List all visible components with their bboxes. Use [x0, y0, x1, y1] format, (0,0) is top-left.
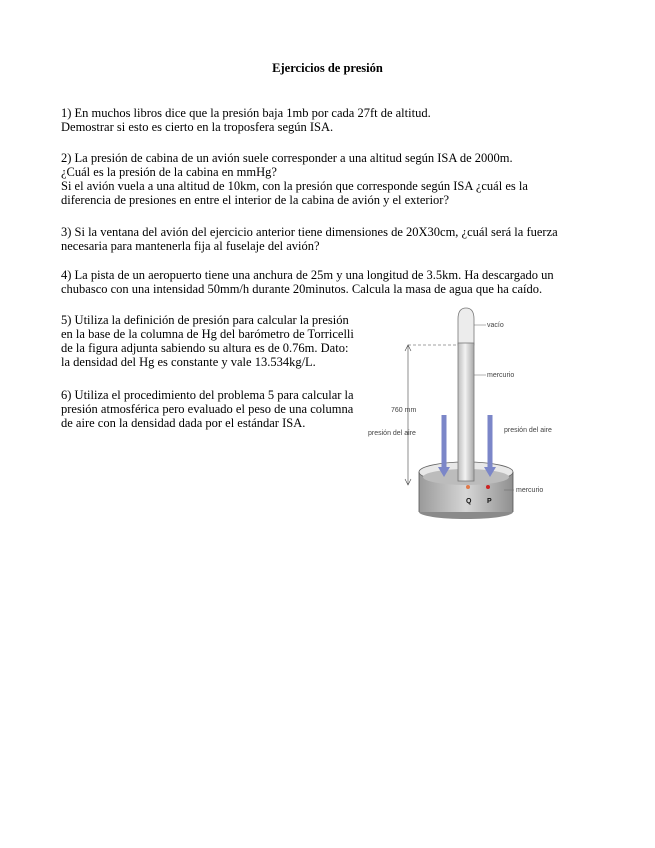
- exercise-3-line: 3) Si la ventana del avión del ejercicio anterior tiene dimensiones de 20X30cm, ¿cuál será la fuerza: [61, 225, 558, 239]
- vacuum-label: vacío: [487, 322, 504, 329]
- exercise-6-line: 6) Utiliza el procedimiento del problema 5 para calcular la: [61, 388, 354, 402]
- exercise-2: [61, 151, 601, 207]
- exercise-5-line: la densidad del Hg es constante y vale 13.534kg/L.: [61, 355, 316, 369]
- exercise-5-line: en la base de la columna de Hg del barómetro de Torricelli: [61, 327, 354, 341]
- barometer-diagram: [364, 305, 579, 530]
- exercise-4-line: chubasco con una intensidad 50mm/h durante 20minutos. Calcula la masa de agua que ha caído.: [61, 282, 543, 296]
- exercise-1-line: 1) En muchos libros dice que la presión baja 1mb por cada 27ft de altitud.: [61, 106, 431, 120]
- mercury-column: [458, 343, 474, 481]
- exercise-6-line: de aire con la densidad dada por el estándar ISA.: [61, 416, 306, 430]
- mercury-bath-label: mercurio: [516, 487, 544, 494]
- exercise-2-line: Si el avión vuela a una altitud de 10km, con la presión que corresponde según ISA ¿cuál es la: [61, 179, 528, 193]
- air-pressure-label-left: presión del aire: [368, 430, 416, 437]
- exercise-1-line: Demostrar si esto es cierto en la troposfera según ISA.: [61, 120, 334, 134]
- vacuum-region: [458, 308, 474, 345]
- exercise-3-line: necesaria para mantenerla fija al fuselaje del avión?: [61, 239, 320, 253]
- exercise-5-line: de la figura adjunta sabiendo su altura es de 0.76m. Dato:: [61, 341, 349, 355]
- exercise-2-line: diferencia de presiones en entre el interior de la cabina de avión y el exterior?: [61, 193, 450, 207]
- exercise-4-line: 4) La pista de un aeropuerto tiene una anchura de 25m y una longitud de 3.5km. Ha descargado un: [61, 268, 554, 282]
- height-label: 760 mm: [391, 407, 417, 414]
- point-q-label: Q: [466, 498, 472, 505]
- page-title: Ejercicios de presión: [272, 61, 383, 75]
- exercise-2-line: ¿Cuál es la presión de la cabina en mmHg?: [61, 165, 277, 179]
- exercise-3: [61, 225, 601, 253]
- torricelli-barometer-figure: [364, 305, 579, 530]
- exercise-5-line: 5) Utiliza la definición de presión para calcular la presión: [61, 313, 349, 327]
- point-p-label: P: [487, 498, 492, 505]
- point-p-marker: [486, 485, 490, 489]
- mercury-column-label: mercurio: [487, 372, 515, 379]
- exercise-2-line: 2) La presión de cabina de un avión suele corresponder a una altitud según ISA de 2000m.: [61, 151, 513, 165]
- exercise-4: [61, 268, 601, 296]
- exercise-6-line: presión atmosférica pero evaluado el peso de una columna: [61, 402, 354, 416]
- air-pressure-label-right: presión del aire: [504, 427, 552, 434]
- exercise-1: [61, 106, 601, 134]
- point-q-marker: [466, 485, 470, 489]
